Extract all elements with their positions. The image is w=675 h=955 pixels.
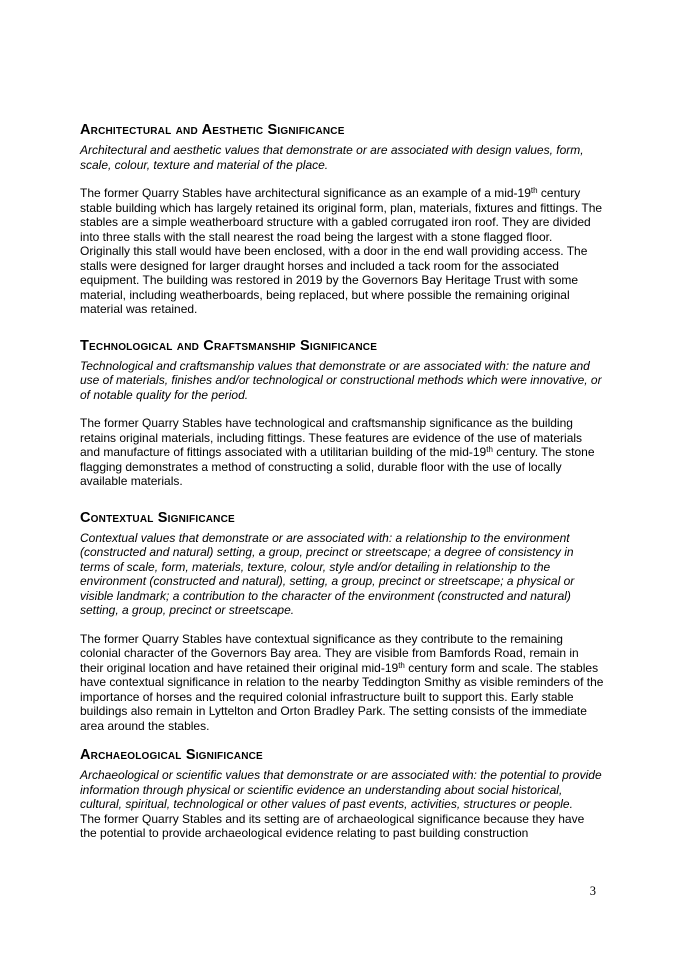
section-body-paragraph: The former Quarry Stables and its setting are of archaeological significance because they have the potential to provide archaeological evidence relating to past building construction [80,811,585,840]
page-number: 3 [589,884,596,898]
section-heading: Archaeological Significance [80,747,263,763]
section-architectural-aesthetic-significance [80,122,604,317]
section-heading: Architectural and Aesthetic Significance [80,122,345,138]
section-archaeological-significance [80,747,604,841]
section-body-paragraph: The former Quarry Stables have contextual significance as they contribute to the remaining colonial character of the Governors Bay area. They are visible from Bamfords Road, remain in their original location and have retained their original mid-19th century form and scale. The stables have contextual significance in relation to the nearby Teddington Smithy as visible reminders of the importance of horses and the required colonial infrastructure built to support this. Early stable buildings also remain in Lyttelton and Orton Bradley Park. The setting consists of the immediate area around the stables. [80,631,604,733]
section-contextual-significance [80,510,604,734]
section-technological-craftsmanship-significance [80,338,604,489]
section-description: Contextual values that demonstrate or are associated with: a relationship to the environment (constructed and natural) setting, a group, precinct or streetscape; a degree of consistency in terms of scale, form, materials, texture, colour, style and/or detailing in relationship to the environment (constructed and natural), setting, a group, precinct or streetscape; a physical or visible landmark; a contribution to the character of the environment (constructed and natural) setting, a group, precinct or streetscape. [80,530,575,617]
section-heading: Contextual Significance [80,509,235,526]
section-description: Architectural and aesthetic values that demonstrate or are associated with design values, form, scale, colour, texture and material of the place. [80,143,584,172]
section-body-paragraph: The former Quarry Stables have architectural significance as an example of a mid-19th century stable building which has largely retained its original form, plan, materials, fixtures and fittings. The stables are a simple weatherboard structure with a gabled corrugated iron roof. They are divided into three stalls with the stall nearest the road being the largest with a stone flagged floor. Originally this stall would have been enclosed, with a door in the end wall providing access. The stalls were designed for larger draught horses and included a tack room for the associated equipment. The building was restored in 2019 by the Governors Bay Heritage Trust with some material, including weatherboards, being replaced, but where possible the remaining original material was retained. [80,186,603,316]
section-body-paragraph: The former Quarry Stables have technological and craftsmanship significance as the building retains original materials, including fittings. These features are evidence of the use of materials and manufacture of fittings associated with a utilitarian building of the mid-19th century. The stone flagging demonstrates a method of constructing a solid, durable floor with the use of locally available materials. [80,416,595,488]
document-content [80,122,604,841]
section-heading: Technological and Craftsmanship Significance [80,337,378,354]
section-description: Archaeological or scientific values that demonstrate or are associated with: the potential to provide information through physical or scientific evidence an understanding about social historical, cultural, spiritual, technological or other values of past events, activities, structures or people. [80,768,602,811]
section-description: Technological and craftsmanship values that demonstrate or are associated with: the nature and use of materials, finishes and/or technological or constructional methods which were innovative, or of notable quality for the period. [80,358,602,402]
